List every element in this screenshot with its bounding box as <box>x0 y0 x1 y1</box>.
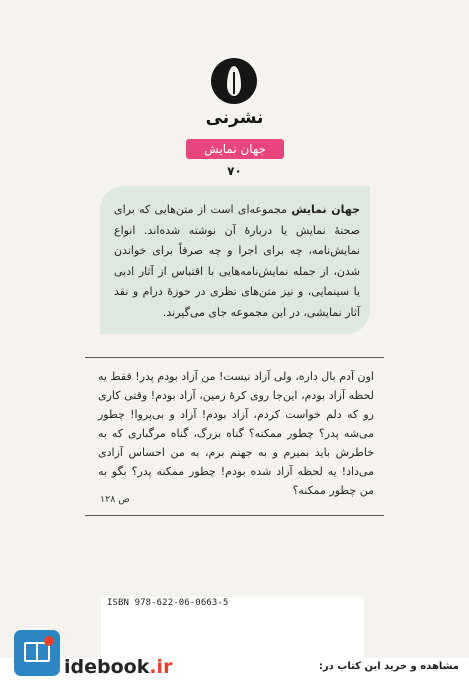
series-intro-lead: جهان نمایش <box>291 203 361 216</box>
isbn-number: ISBN 978-622-06-0663-5 <box>107 598 229 608</box>
series-intro-text <box>114 200 360 323</box>
publisher-name: نشرنی <box>205 108 264 128</box>
excerpt-quote: اون آدم بال داره، ولی آزاد نیست! من آزاد بودم پدر! فقط یه لحظه آزاد بودم، این‌جا روی کرهٔ زمین، آزاد بودم! وقتی کاری رو که دلم خواست کردم، آزاد بودم! آزاد و بی‌پروا! چطور می‌شه پدر؟ چطور ممکنه؟ گناه بزرگ، گناه مرگباری که به خاطرش باید بمیرم و به جهنم برم، به من احساس آزادی می‌داد! یه لحظه آزاد شده بودم! چطور ممکنه پدر؟ بگو به من چطور ممکنه؟ <box>98 370 374 497</box>
series-badge: جهان نمایش <box>186 139 284 159</box>
purchase-cta: مشاهده و خرید این کتاب در: <box>318 661 459 672</box>
series-intro-body: مجموعه‌ای است از متن‌هایی که برای صحنهٔ نمایش یا دربارهٔ آن نوشته شده‌اند. انواع نمایش‌نامه، چه برای اجرا و چه صرفاً برای خواندن شدن، از جمله نمایش‌نامه‌هایی با اقتباس از آثار ادبی یا سینمایی، و نیز متن‌های نظری در حوزهٔ درام و نقد آثار نمایشی، در این مجموعه جای می‌گیرند. <box>114 203 360 319</box>
series-number: ۷۰ <box>227 164 242 178</box>
idebook-logo-icon[interactable] <box>14 630 60 676</box>
site-name-tld: .ir <box>149 656 173 678</box>
site-link[interactable] <box>64 656 172 678</box>
excerpt-page-ref: ص ۱۲۸ <box>100 494 130 505</box>
publisher-logo-icon <box>211 58 257 104</box>
site-name-main: idebook <box>64 656 150 678</box>
